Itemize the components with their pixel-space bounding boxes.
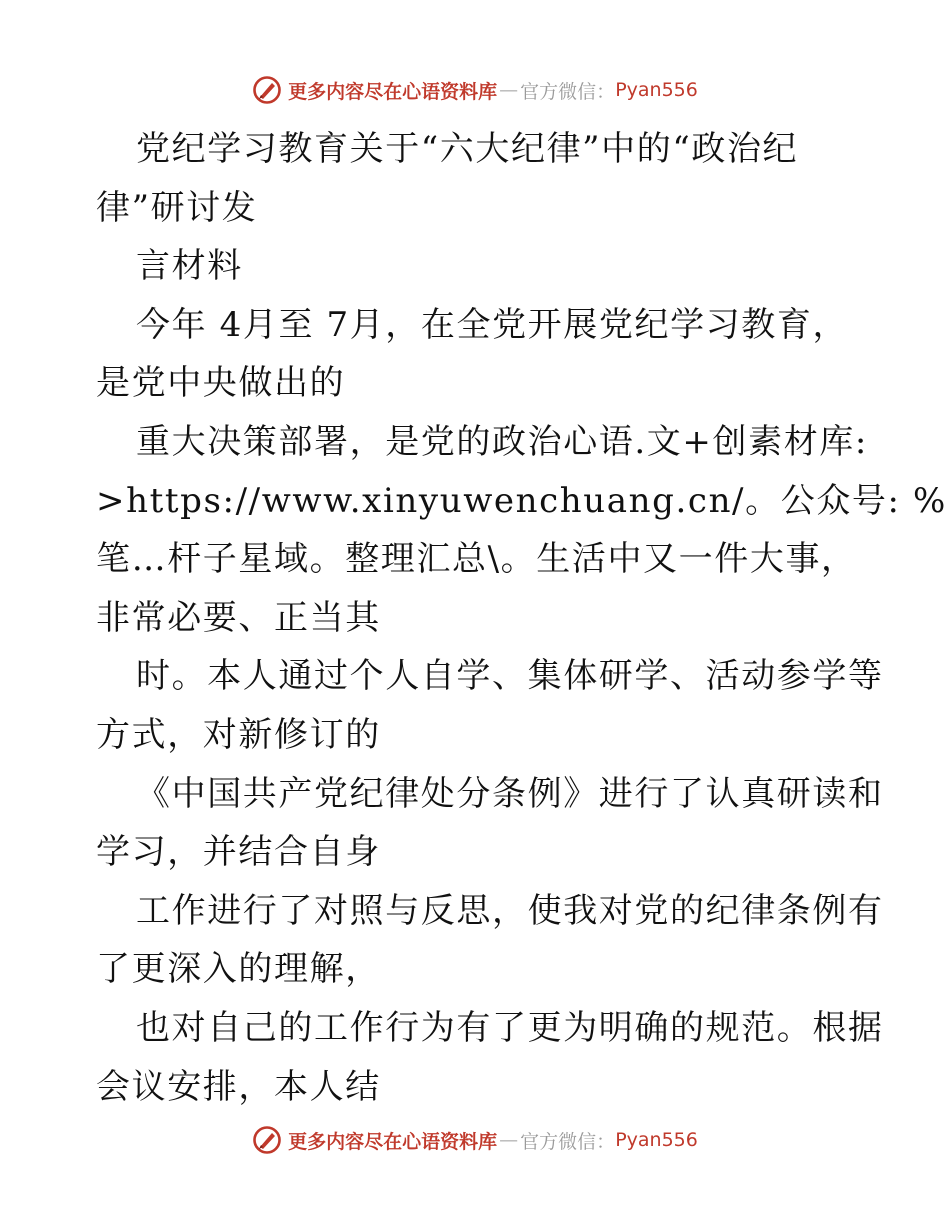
paragraph-line: 非常必要、正当其: [96, 597, 381, 638]
banner-wechat-id: Pyan556: [615, 79, 698, 101]
banner-separator: —: [499, 79, 519, 101]
banner-main-text: 更多内容尽在心语资料库: [288, 1130, 498, 1153]
paragraph-line: 工作进行了对照与反思，使我对党的纪律条例有: [136, 890, 884, 931]
paragraph-line: 笔…杆子星域。整理汇总\。生活中又一件大事，: [96, 539, 857, 580]
banner-main-text: 更多内容尽在心语资料库: [288, 80, 498, 103]
paragraph-line: 重大决策部署，是党的政治心语.文+创素材库:: [136, 421, 868, 462]
paragraph-line: 《中国共产党纪律处分条例》进行了认真研读和: [136, 773, 884, 814]
banner-wechat-label: 官方微信：: [520, 80, 616, 103]
paragraph-line: 方式，对新修订的: [96, 714, 381, 755]
pen-in-circle-logo-icon: [252, 75, 282, 105]
banner-wechat-id: Pyan556: [615, 1129, 698, 1151]
paragraph-line: 时。本人通过个人自学、集体研学、活动参学等: [136, 656, 884, 697]
paragraph-line: 今年 4月至 7月，在全党开展党纪学习教育，: [136, 304, 849, 345]
paragraph-line: 学习，并结合自身: [96, 832, 381, 873]
paragraph-line: 会议安排，本人结: [96, 1066, 381, 1107]
document-body: [96, 120, 947, 1116]
title-line-3: 言材料: [136, 246, 243, 287]
title-line-2: 律”研讨发: [96, 187, 258, 228]
pen-in-circle-logo-icon: [252, 1125, 282, 1155]
paragraph-line: 了更深入的理解，: [96, 949, 381, 990]
paragraph-line: 也对自己的工作行为有了更为明确的规范。根据: [136, 1007, 884, 1048]
paragraph-line: >https://www.xinyuwenchuang.cn/。公众号: %: [96, 480, 947, 521]
banner-wechat-label: 官方微信：: [520, 1130, 616, 1153]
banner-separator: —: [499, 1129, 519, 1151]
footer-banner: [0, 1120, 950, 1160]
header-banner: [0, 70, 950, 110]
paragraph-line: 是党中央做出的: [96, 363, 346, 404]
title-line-1: 党纪学习教育关于“六大纪律”中的“政治纪: [136, 129, 799, 169]
